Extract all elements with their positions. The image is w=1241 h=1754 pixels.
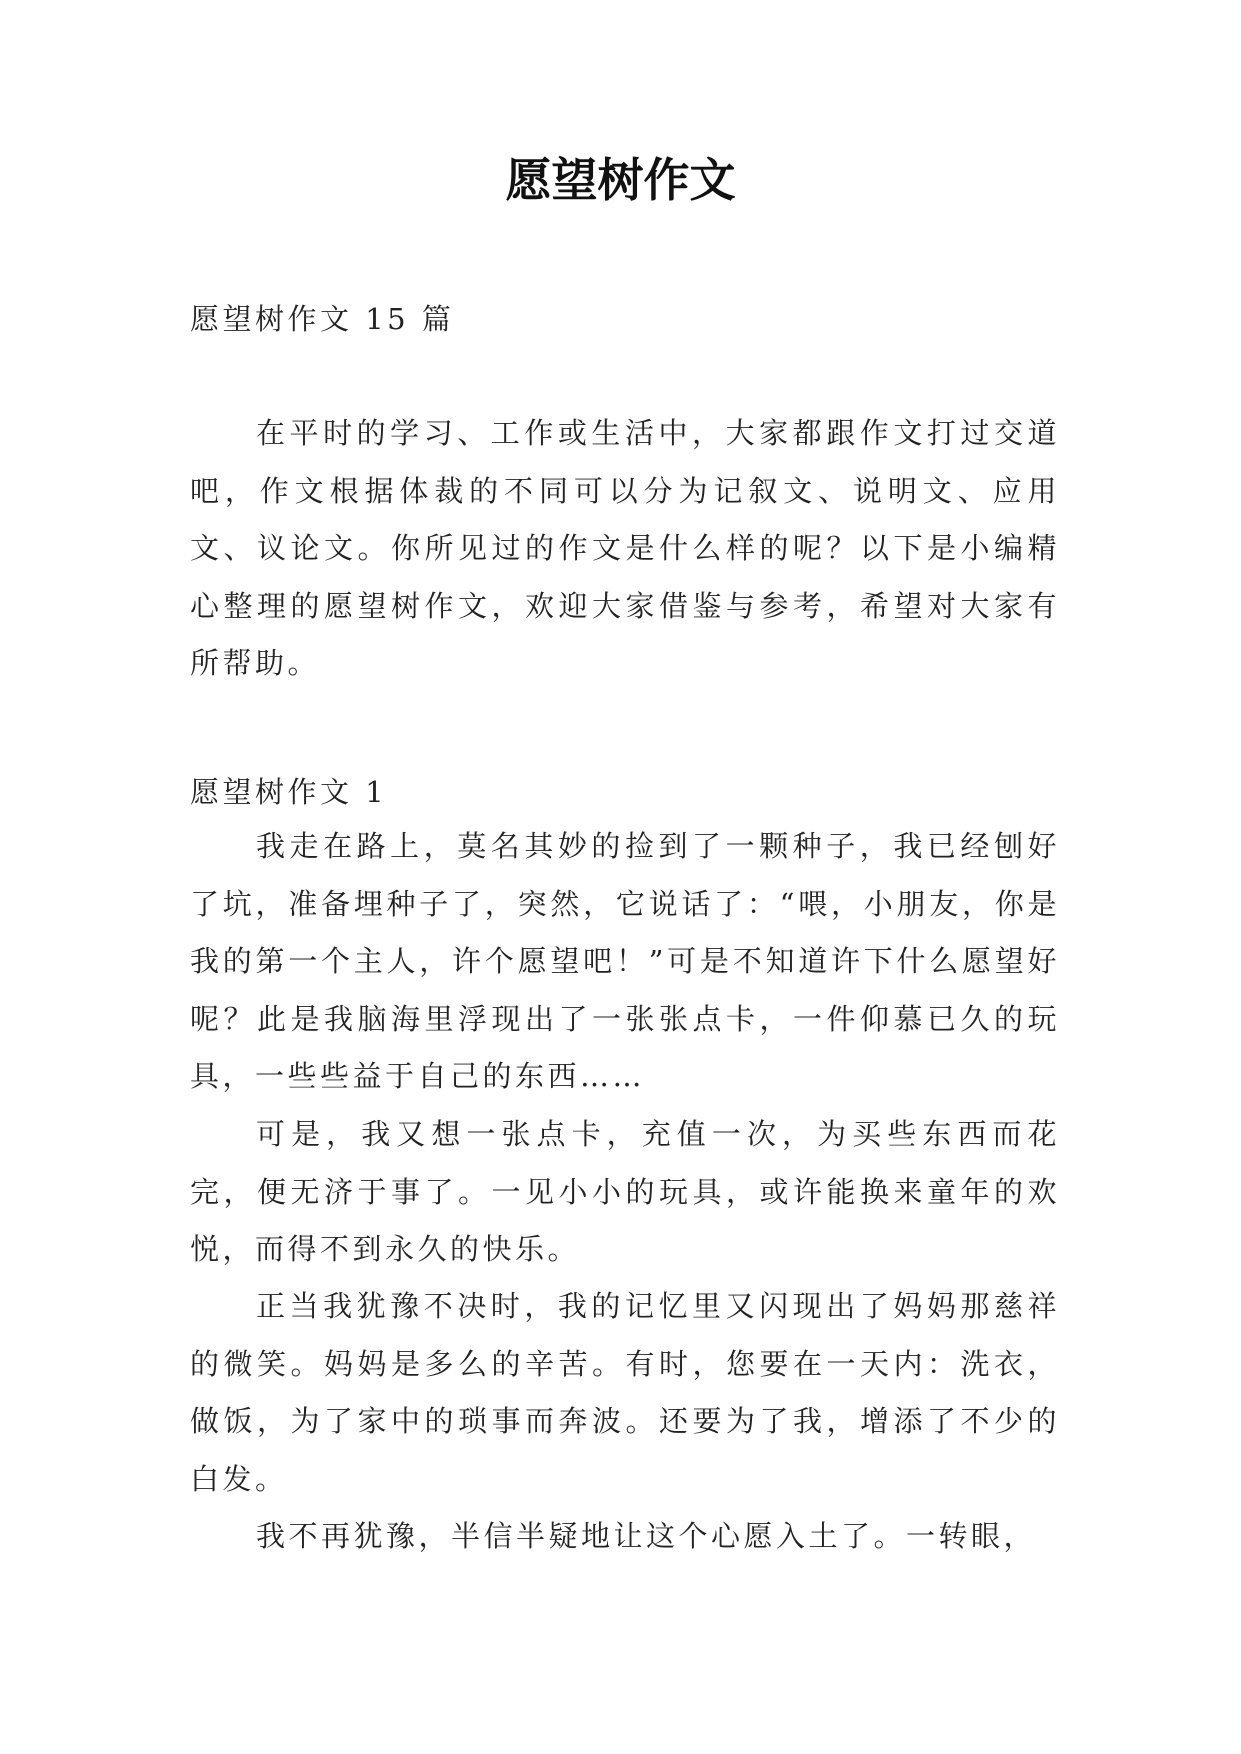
- body-paragraph: 正当我犹豫不决时，我的记忆里又闪现出了妈妈那慈祥的微笑。妈妈是多么的辛苦。有时，您要在一天内：洗衣，做饭，为了家中的琐事而奔波。还要为了我，增添了不少的白发。: [190, 1289, 1060, 1496]
- document-subtitle: 愿望树作文 15 篇: [190, 302, 455, 336]
- body-paragraph: 我走在路上，莫名其妙的捡到了一颗种子，我已经刨好了坑，准备埋种子了，突然，它说话了：“喂，小朋友，你是我的第一个主人，许个愿望吧！”可是不知道许下什么愿望好呢？此是我脑海里浮现出了一张张点卡，一件仰慕已久的玩具，一些些益于自己的东西……: [190, 829, 1060, 1093]
- document-title: 愿望树作文: [505, 153, 736, 207]
- body-paragraph: 可是，我又想一张点卡，充值一次，为买些东西而花完，便无济于事了。一见小小的玩具，或许能换来童年的欢悦，而得不到永久的快乐。: [190, 1117, 1060, 1266]
- body-paragraph: 我不再犹豫，半信半疑地让这个心愿入土了。一转眼，: [256, 1519, 1037, 1553]
- section-heading: 愿望树作文 1: [190, 775, 388, 809]
- intro-paragraph: 在平时的学习、工作或生活中，大家都跟作文打过交道吧，作文根据体裁的不同可以分为记叙文、说明文、应用文、议论文。你所见过的作文是什么样的呢？以下是小编精心整理的愿望树作文，欢迎大家借鉴与参考，希望对大家有所帮助。: [190, 416, 1060, 680]
